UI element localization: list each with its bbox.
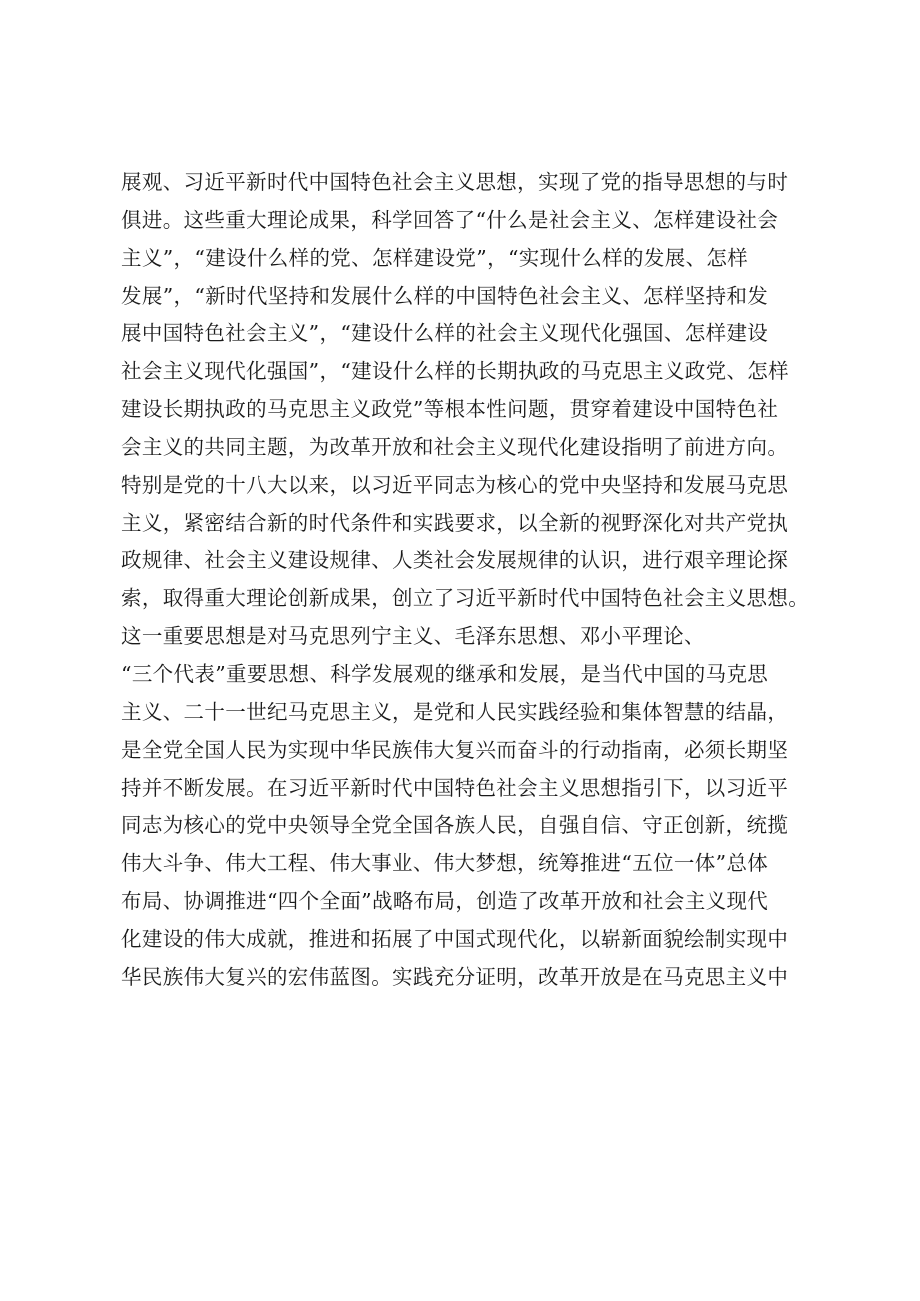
text-line: 建设长期执政的马克思主义政党”等根本性问题，贯穿着建设中国特色社 [121, 397, 779, 422]
text-line: 化建设的伟大成就，推进和拓展了中国式现代化，以崭新面貌绘制实现中 [121, 926, 789, 951]
text-line: 这一重要思想是对马克思列宁主义、毛泽东思想、邓小平理论、 [121, 624, 705, 649]
text-line: 主义，紧密结合新的时代条件和实践要求，以全新的视野深化对共产党执 [121, 510, 789, 535]
body-text [121, 164, 821, 997]
text-line: 发展”，“新时代坚持和发展什么样的中国特色社会主义、怎样坚持和发 [121, 283, 769, 308]
text-line: 特别是党的十八大以来，以习近平同志为核心的党中央坚持和发展马克思 [121, 472, 789, 497]
text-line: 政规律、社会主义建设规律、人类社会发展规律的认识，进行艰辛理论探 [121, 548, 789, 573]
text-line: 是全党全国人民为实现中华民族伟大复兴而奋斗的行动指南，必须长期坚 [121, 737, 789, 762]
text-line: 华民族伟大复兴的宏伟蓝图。实践充分证明，改革开放是在马克思主义中 [121, 964, 789, 989]
text-line: 主义”，“建设什么样的党、怎样建设党”，“实现什么样的发展、怎样 [121, 245, 749, 270]
text-line: 伟大斗争、伟大工程、伟大事业、伟大梦想，统筹推进“五位一体”总体 [121, 851, 769, 876]
text-line: 同志为核心的党中央领导全党全国各族人民，自强自信、守正创新，统揽 [121, 813, 789, 838]
text-line: 展观、习近平新时代中国特色社会主义思想，实现了党的指导思想的与时 [121, 170, 789, 194]
text-line: 索，取得重大理论创新成果，创立了习近平新时代中国特色社会主义思想。 [121, 586, 810, 611]
text-line: 持并不断发展。在习近平新时代中国特色社会主义思想指引下，以习近平 [121, 775, 789, 800]
text-line: 展中国特色社会主义”，“建设什么样的社会主义现代化强国、怎样建设 [121, 321, 769, 346]
text-line: “三个代表”重要思想、科学发展观的继承和发展，是当代中国的马克思 [121, 661, 769, 686]
text-line: 俱进。这些重大理论成果，科学回答了“什么是社会主义、怎样建设社会 [121, 207, 779, 232]
text-line: 会主义的共同主题，为改革开放和社会主义现代化建设指明了前进方向。 [121, 434, 789, 459]
text-line: 布局、协调推进“四个全面”战略布局，创造了改革开放和社会主义现代 [121, 889, 769, 914]
text-line: 主义、二十一世纪马克思主义，是党和人民实践经验和集体智慧的结晶， [121, 699, 789, 724]
text-line: 社会主义现代化强国”，“建设什么样的长期执政的马克思主义政党、怎样 [121, 359, 790, 384]
